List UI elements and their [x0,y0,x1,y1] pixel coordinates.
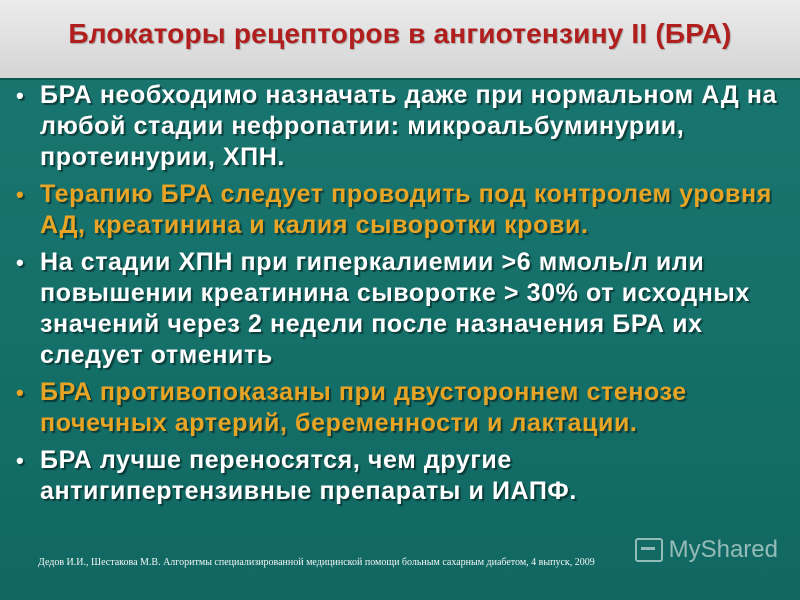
bullet-text: БРА необходимо назначать даже при нормальном АД на любой стадии нефропатии: микроальбуминурии, протеинурии, ХПН. [40,81,778,171]
bullet-list [14,80,784,513]
title-bar [0,0,800,80]
footnote-citation: Дедов И.И., Шестакова М.В. Алгоритмы специализированной медицинской помощи больным сахарным диабетом, 4 выпуск, 2009 [38,557,595,568]
bullet-text: БРА лучше переносятся, чем другие антигипертензивные препараты и ИАПФ. [40,446,577,505]
watermark-text: MyShared [668,536,778,563]
bullet-item-2 [14,179,784,241]
bullet-icon: • [16,380,25,405]
bullet-item-5 [14,445,784,507]
bullet-icon: • [16,182,25,207]
bullet-icon: • [16,83,25,108]
bullet-text: Терапию БРА следует проводить под контролем уровня АД, креатинина и калия сыворотки крови. [40,180,772,239]
bullet-text: На стадии ХПН при гиперкалиемии >6 ммоль/л или повышении креатинина сыворотке > 30% от исходных значений через 2 недели после назначения БРА их следует отменить [40,248,750,369]
bullet-icon: • [16,448,25,473]
bullet-item-3 [14,247,784,371]
bullet-item-1 [14,80,784,173]
bullet-icon: • [16,250,25,275]
bullet-text: БРА противопоказаны при двустороннем стенозе почечных артерий, беременности и лактации. [40,378,687,437]
slide-title: Блокаторы рецепторов в ангиотензину II (БРА) [68,18,732,49]
bullet-item-4 [14,377,784,439]
